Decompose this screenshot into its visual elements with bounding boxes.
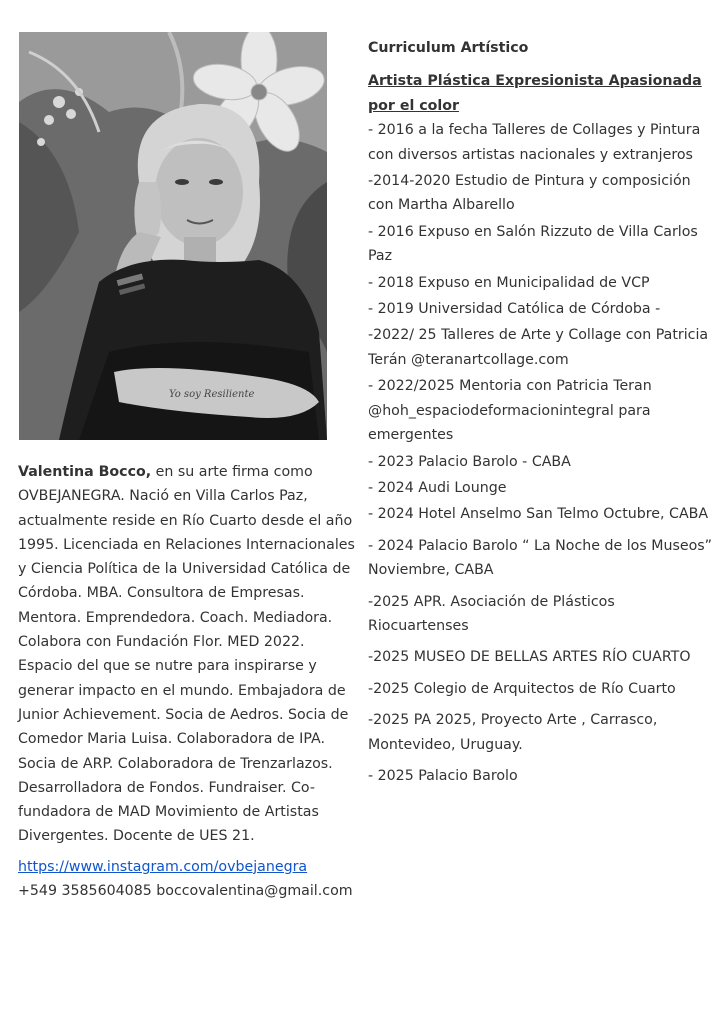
cv-item: - 2024 Palacio Barolo “ La Noche de los Museos” Noviembre, CABA	[368, 537, 713, 579]
portrait-photo	[19, 32, 327, 440]
cv-item: - 2016 Expuso en Salón Rizzuto de Villa Carlos Paz	[368, 223, 698, 265]
cv-item: - 2025 Palacio Barolo	[368, 767, 518, 784]
cv-item: -2025 Colegio de Arquitectos de Río Cuarto	[368, 680, 676, 697]
cv-item: -2025 APR. Asociación de Plásticos Riocuartenses	[368, 593, 615, 634]
cv-item: - 2023 Palacio Barolo - CABA	[368, 453, 571, 470]
contact-line: +549 3585604085 boccovalentina@gmail.com	[18, 883, 353, 900]
cv-item: - 2018 Expuso en Municipalidad de VCP	[368, 274, 650, 291]
cv-item: - 2022/2025 Mentoria con Patricia Teran @hoh_espaciodeformacionintegral para emergentes	[368, 378, 652, 444]
curriculum-section	[368, 36, 716, 788]
bio-text: en su arte firma como OVBEJANEGRA. Nació en Villa Carlos Paz, actualmente reside en Río Cuarto desde el año 1995. Licenciada en Relaciones Internacionales y Ciencia Política de la Universidad Católica de Córdoba. MBA. Consultora de Empresas. Mentora. Emprendedora. Coach. Mediadora. Colabora con Fundación Flor. MED 2022. Espacio del que se nutre para inspirarse y generar impacto en el mundo. Embajadora de Junior Achievement. Socia de Aedros. Socia de Comedor Maria Luisa. Colaboradora de IPA. Socia de ARP. Colaboradora de Trenzarlazos. Desarrolladora de Fondos. Fundraiser. Co- fundadora de MAD Movimiento de Artistas Divergentes. Docente de UES 21.	[18, 464, 355, 845]
cv-item: -2025 MUSEO DE BELLAS ARTES RÍO CUARTO	[368, 649, 691, 666]
instagram-link[interactable]: https://www.instagram.com/ovbejanegra	[18, 858, 308, 875]
cv-item: - 2019 Universidad Católica de Córdoba -	[368, 301, 661, 318]
cv-subtitle: Artista Plástica Expresionista Apasionada por el color	[368, 73, 702, 114]
bio-section	[18, 460, 363, 903]
cv-item: - 2024 Audi Lounge	[368, 479, 507, 496]
tattoo-text: Yo soy Resiliente	[169, 389, 255, 400]
cv-title: Curriculum Artístico	[368, 40, 529, 56]
cv-item: -2014-2020 Estudio de Pintura y composición con Martha Albarello	[368, 173, 691, 214]
cv-item: -2022/ 25 Talleres de Arte y Collage con Patricia Terán @teranartcollage.com	[368, 327, 709, 368]
cv-item: - 2016 a la fecha Talleres de Collages y Pintura con diversos artistas nacionales y extranjeros	[368, 122, 701, 163]
cv-item: - 2024 Hotel Anselmo San Telmo Octubre, CABA	[368, 506, 709, 523]
artist-name: Valentina Bocco,	[18, 464, 152, 480]
cv-item: -2025 PA 2025, Proyecto Arte , Carrasco, Montevideo, Uruguay.	[368, 712, 658, 753]
bio-paragraph	[18, 460, 363, 849]
portrait-illustration	[19, 32, 327, 440]
